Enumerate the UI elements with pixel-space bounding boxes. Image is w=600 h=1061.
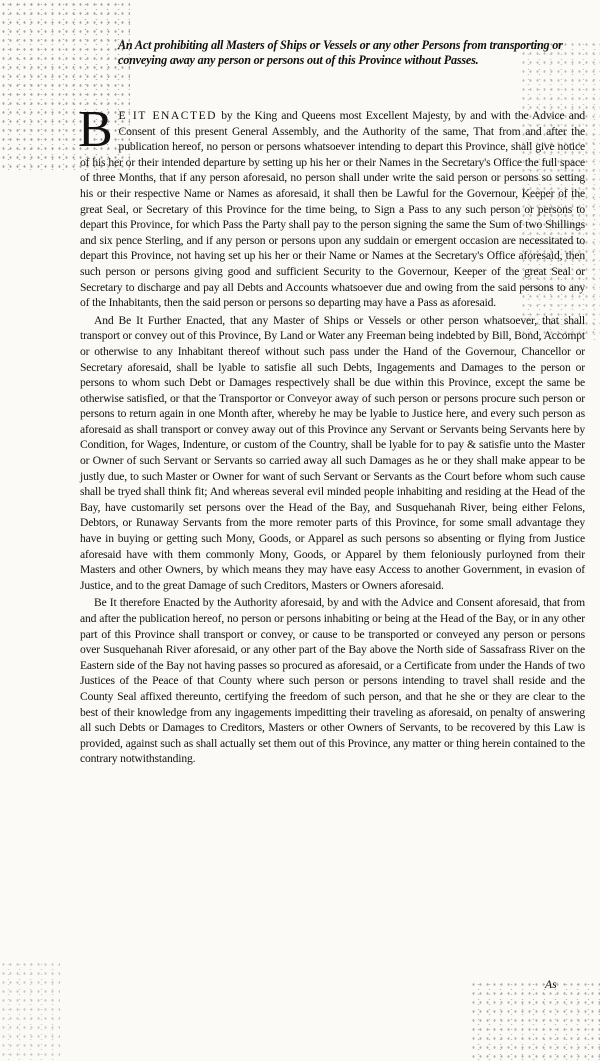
act-title: An Act prohibiting all Masters of Ships or Vessels or any other Persons from transporting or conveying away any person or persons out of this Province without Passes. [118, 38, 563, 67]
act-body [78, 101, 585, 769]
paragraph-2: And Be It Further Enacted, that any Master of Ships or Vessels or other person whatsoever, that shall transport or convey out of this Province, By Land or Water any Freeman being indebted by Bill, Bond, Accompt or otherwise to any Inhabitant thereof without such pass under the Hand of the Governour, Chancellor or Secretary aforesaid, shall be lyable to satisfie all such Debts, Ingagements and Damages to the person or persons to whom such Debt or Damages respectively shall be due within this Province, except the same be otherwise satisfied, or that the Transportor or Conveyor away of such person or persons procure such person or persons to return again in one Month after, whereby he may be lyable to Justice here, and every such person as aforesaid as shall transport or convey away out of this Province any Servant or Servants being Servants here by Condition, for Wages, Indenture, or custom of the Country, shall be lyable for to pay & satisfie unto the Master or Owner of such Servant or Servants so carried away all such Damages as he or they shall make appear to be justly due, to such Master or Owner for want of such Servant or Servants as the Court before whom such cause shall be tryed shall think fit; And whereas several evil minded people inhabiting and residing at the Head of the Bay, have customarily set persons over the Head of the Bay, and Susquehanah River, being either Felons, Debtors, or Runaway Servants from the more remoter parts of this Province, for some small advantage they have in buying or getting such Mony, Goods, or Apparel as such persons so absenting or flying from Justice aforesaid have with them commonly Mony, Goods, or Apparel by them feloniously purloyned from their Masters and other Owners, by which means they may have easy Access to another Government, in evasion of Justice, and to the great Damage of such Creditors, Masters or Owners aforesaid. [80, 313, 585, 592]
paragraph-1-text: by the King and Queens most Excellent Majesty, by and with the Advice and Consent of this present General Assembly, and the Authority of the same, That from and after the publication hereof, no person or persons whatsoever intending to depart this Province, shall give notice of his her or their intended departure by setting up his her or their Names in the Secretary's Office the full space of three Months, that if any person aforesaid, no person shall under write the said person or persons so setting his or their respective Name or Names as aforesaid, it shall then be Lawful for the Governour, Keeper of the great Seal, or Secretary of this Province for the time being, to Sign a Pass to any such person or persons to depart this Province, for which Pass the Party shall pay to the person signing the same the Sum of two Shillings and six pence Sterling, and if any person or persons upon any suddain or emergent occasion are necessitated to depart this Province, not having set up his her or their Name or Names at the Secretary's Office aforesaid, then such person or persons giving good and sufficient Security to the Governour, Keeper of the great Seal or Secretary to discharge and pay all Debts and Accounts whatsoever due and owing from the said persons to any of the Inhabitants, then the said person or persons so departing may have a Pass as aforesaid. [80, 109, 585, 310]
paragraph-3: Be It therefore Enacted by the Authority aforesaid, by and with the Advice and Consent aforesaid, that from and after the publication hereof, no person or persons inhabiting or being at the Head of the Bay, or in any other part of this Province shall transport or convey, or cause to be transported or conveyed any person or persons over Susquehanah River aforesaid, or any other part of the Bay above the North side of Sassafrass River on the Eastern side of the Bay not having passes so procured as aforesaid, or a Certificate from under the Hands of two Justices of the Peace of that County where such person or persons intending to travel shall reside and the County Seal affixed thereunto, certifying the freedom of such person, and that he she or they are clear to the best of their knowledge from any ingagements impeditting their traveling as aforesaid, on penalty of answering all such Debts or Damages to Creditors, Masters or other Owners of Servants, to be recovered by this Law is provided, against such as shall actually set them out of this Province, any matter or thing herein contained to the contrary notwithstanding. [80, 596, 585, 766]
scan-noise-bottom-right [470, 980, 600, 1061]
drop-cap: B [78, 101, 113, 158]
catchword: As [545, 978, 557, 991]
enacting-lead: E IT ENACTED [118, 109, 218, 122]
paragraph-1 [78, 101, 585, 311]
scan-noise-bottom-left [0, 960, 60, 1061]
